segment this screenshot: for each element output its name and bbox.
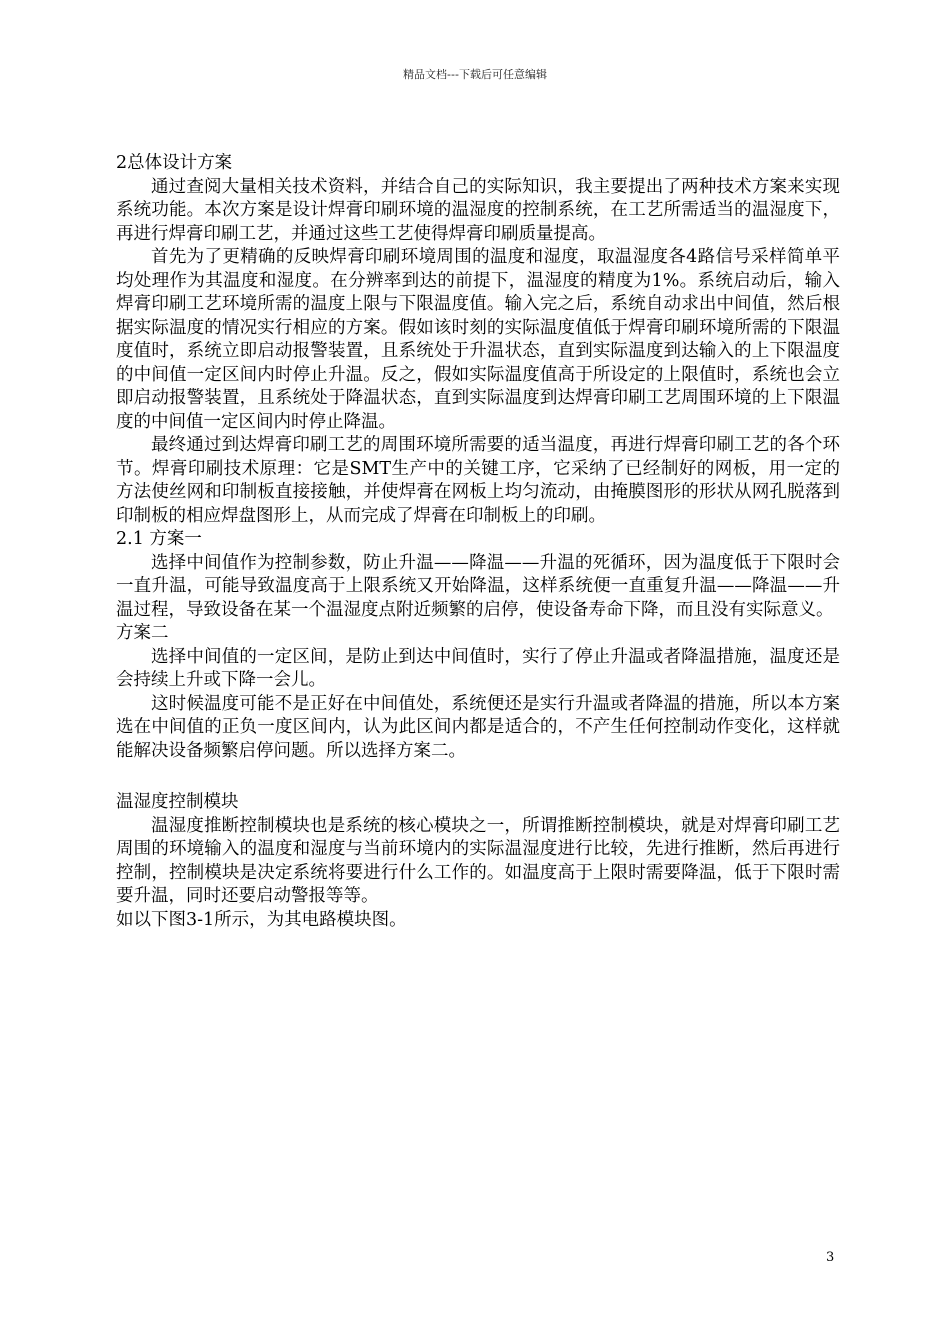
paragraph-3: 最终通过到达焊膏印刷工艺的周围环境所需要的适当温度，再进行焊膏印刷工艺的各个环节。焊膏印刷技术原理：它是SMT生产中的关键工序，它采纳了已经制好的网板，用一定的方法使丝网和印制板直接接触，并使焊膏在网板上均匀流动，由掩膜图形的形状从网孔脱落到印制板的相应焊盘图形上，从而完成了焊膏在印制板上的印刷。 — [116, 435, 840, 526]
paragraph-2: 首先为了更精确的反映焊膏印刷环境周围的温度和湿度，取温湿度各4路信号采样简单平均处理作为其温度和湿度。在分辨率到达的前提下，温湿度的精度为1%。系统启动后，输入焊膏印刷工艺环境所需的温度上限与下限温度值。输入完之后，系统自动求出中间值，然后根据实际温度的情况实行相应的方案。假如该时刻的实际温度值低于焊膏印刷环境所需的下限温度值时，系统立即启动报警装置，且系统处于升温状态，直到实际温度到达输入的上下限温度的中间值一定区间内时停止升温。反之，假如实际温度值高于所设定的上限值时，系统也会立即启动报警装置，且系统处于降温状态，直到实际温度到达焊膏印刷工艺周围环境的上下限温度的中间值一定区间内时停止降温。 — [116, 247, 840, 432]
section-2-title: 2总体设计方案 — [116, 153, 233, 173]
paragraph-1: 通过查阅大量相关技术资料，并结合自己的实际知识，我主要提出了两种技术方案来实现系统功能。本次方案是设计焊膏印刷环境的温湿度的控制系统，在工艺所需适当的温湿度下，再进行焊膏印刷工艺，并通过这些工艺使得焊膏印刷质量提高。 — [116, 176, 840, 244]
page-number: 3 — [826, 1250, 835, 1265]
paragraph-4: 选择中间值作为控制参数，防止升温——降温——升温的死循环，因为温度低于下限时会一直升温，可能导致温度高于上限系统又开始降温，这样系统便一直重复升温——降温——升温过程，导致设备在某一个温湿度点附近频繁的启停，使设备寿命下降，而且没有实际意义。 — [116, 552, 840, 620]
paragraph-7: 温湿度推断控制模块也是系统的核心模块之一，所谓推断控制模块，就是对焊膏印刷工艺周围的环境输入的温度和湿度与当前环境内的实际温湿度进行比较，先进行推断，然后再进行控制，控制模块是决定系统将要进行什么工作的。如温度高于上限时需要降温，低于下限时需要升温，同时还要启动警报等等。 — [116, 815, 840, 906]
section-2-1-title: 2.1 方案一 — [116, 529, 202, 549]
paragraph-8: 如以下图3-1所示，为其电路模块图。 — [116, 909, 407, 930]
paragraph-6: 这时候温度可能不是正好在中间值处，系统便还是实行升温或者降温的措施，所以本方案选在中间值的正负一度区间内，认为此区间内都是适合的，不产生任何控制动作变化，这样就能解决设备频繁启停问题。所以选择方案二。 — [116, 693, 840, 761]
document-body — [116, 152, 840, 932]
module-title: 温湿度控制模块 — [116, 792, 239, 812]
page-header: 精品文档---下载后可任意编辑 — [403, 68, 547, 81]
spacer — [116, 763, 840, 791]
scheme-2-title: 方案二 — [116, 623, 169, 643]
paragraph-5: 选择中间值的一定区间，是防止到达中间值时，实行了停止升温或者降温措施，温度还是会持续上升或下降一会儿。 — [116, 646, 840, 690]
